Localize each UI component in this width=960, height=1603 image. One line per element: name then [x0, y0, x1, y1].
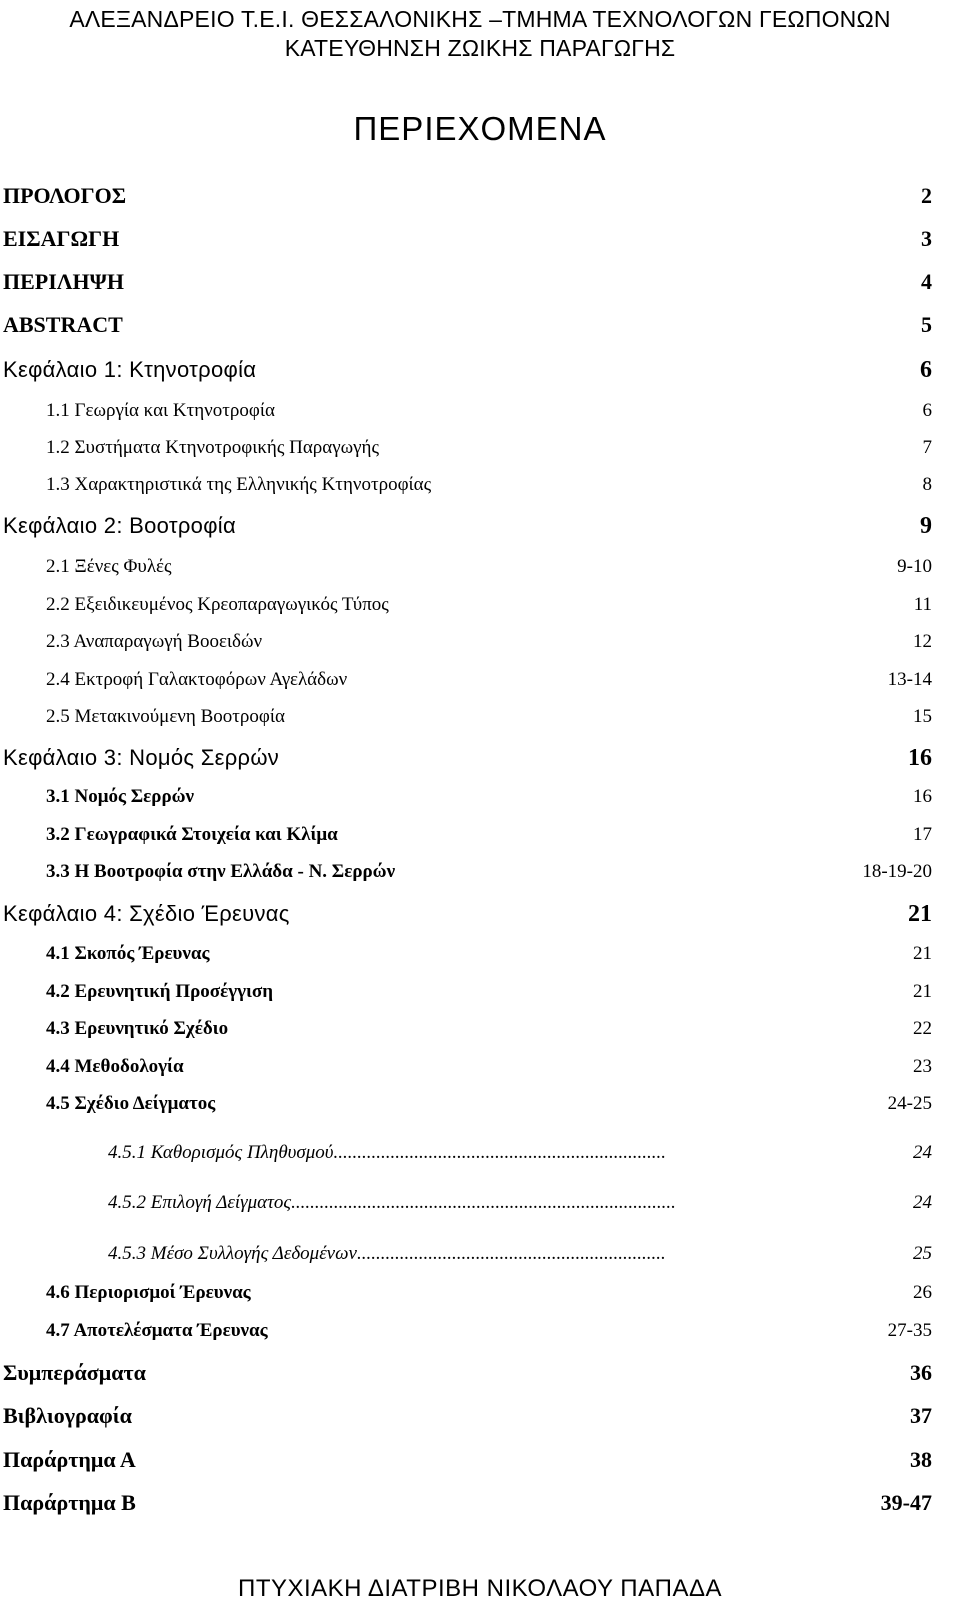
- toc-subsubentry-label: 4.5.3 Μέσο Συλλογής Δεδομένων.................................................................: [108, 1243, 666, 1264]
- toc-subentry-label: 4.1 Σκοπός Έρευνας: [46, 943, 210, 964]
- toc-entry-page: 37: [910, 1403, 932, 1428]
- toc-subentry-page: 17: [913, 824, 932, 845]
- toc-subentry-label: 4.7 Αποτελέσματα Έρευνας: [46, 1320, 268, 1341]
- footer-author: ΠΤΥΧΙΑΚΗ ΔΙΑΤΡΙΒΗ ΝΙΚΟΛΑΟΥ ΠΑΠΑΔΑ: [237, 1575, 723, 1602]
- toc-subentry-page: 9-10: [897, 556, 932, 577]
- toc-subentry-page: 6: [922, 400, 932, 421]
- toc-subsubentry-page: 24: [913, 1192, 932, 1213]
- toc-title: ΠΕΡΙΕΧΟΜΕΝΑ: [353, 110, 607, 147]
- toc-subentry-page: 21: [913, 943, 932, 964]
- header-department: ΚΑΤΕΥΘΗΝΣΗ ΖΩΙΚΗΣ ΠΑΡΑΓΩΓΗΣ: [284, 35, 676, 61]
- toc-entry-page: 36: [910, 1360, 932, 1385]
- toc-chapter-label: Κεφάλαιο 1: Κτηνοτροφία: [3, 357, 257, 382]
- toc-entry-label: Παράρτημα Α: [3, 1447, 136, 1472]
- toc-entry-page: 38: [910, 1447, 932, 1472]
- toc-subsubentry-label: 4.5.1 Καθορισμός Πληθυσμού......................................................................: [108, 1142, 667, 1163]
- toc-subentry-label: 2.3 Αναπαραγωγή Βοοειδών: [46, 631, 263, 652]
- toc-entry-page: 5: [921, 312, 932, 337]
- toc-entry-page: 3: [921, 226, 932, 251]
- toc-entry-label: ΠΡΟΛΟΓΟΣ: [3, 183, 127, 208]
- toc-subentry-page: 7: [922, 437, 932, 458]
- toc-subentry-label: 1.1 Γεωργία και Κτηνοτροφία: [46, 400, 275, 421]
- toc-subentry-label: 1.3 Χαρακτηριστικά της Ελληνικής Κτηνοτροφίας: [46, 474, 432, 495]
- toc-subentry-label: 4.4 Μεθοδολογία: [46, 1056, 184, 1077]
- toc-subentry-page: 22: [913, 1018, 932, 1039]
- toc-subsubentry-label: 4.5.2 Επιλογή Δείγματος.................................................................................: [108, 1192, 676, 1213]
- header-institution: ΑΛΕΞΑΝΔΡΕΙΟ Τ.Ε.Ι. ΘΕΣΣΑΛΟΝΙΚΗΣ –ΤΜΗΜΑ ΤΕΧΝΟΛΟΓΩΝ ΓΕΩΠΟΝΩΝ: [69, 6, 891, 32]
- toc-chapter-label: Κεφάλαιο 3: Νομός Σερρών: [3, 745, 280, 770]
- toc-entry-label: Βιβλιογραφία: [3, 1403, 132, 1428]
- toc-subentry-page: 23: [913, 1056, 932, 1077]
- toc-subentry-page: 21: [913, 981, 932, 1002]
- toc-subentry-label: 1.2 Συστήματα Κτηνοτροφικής Παραγωγής: [46, 437, 379, 458]
- toc-subentry-label: 4.5 Σχέδιο Δείγματος: [46, 1093, 216, 1114]
- toc-subentry-label: 4.2 Ερευνητική Προσέγγιση: [46, 981, 274, 1002]
- toc-subentry-page: 26: [913, 1282, 932, 1303]
- toc-subentry-label: 4.3 Ερευνητικό Σχέδιο: [46, 1018, 229, 1039]
- toc-chapter-label: Κεφάλαιο 2: Βοοτροφία: [3, 513, 236, 538]
- toc-chapter-page: 9: [920, 513, 932, 539]
- toc-subentry-label: 3.2 Γεωγραφικά Στοιχεία και Κλίμα: [46, 824, 338, 845]
- toc-subentry-label: 2.1 Ξένες Φυλές: [46, 556, 172, 577]
- toc-entry-label: Συμπεράσματα: [3, 1360, 146, 1385]
- toc-chapter-page: 6: [920, 357, 932, 383]
- toc-subentry-label: 3.1 Νομός Σερρών: [46, 786, 195, 807]
- toc-entry-label: ABSTRACT: [3, 312, 123, 337]
- toc-entry-page: 2: [921, 183, 932, 208]
- toc-subentry-label: 3.3 Η Βοοτροφία στην Ελλάδα - Ν. Σερρών: [46, 861, 396, 882]
- toc-entry-page: 4: [921, 269, 932, 294]
- toc-subsubentry-page: 24: [913, 1142, 932, 1163]
- toc-subentry-label: 2.4 Εκτροφή Γαλακτοφόρων Αγελάδων: [46, 669, 348, 690]
- toc-subentry-label: 2.5 Μετακινούμενη Βοοτροφία: [46, 706, 285, 727]
- toc-entry-label: Παράρτημα Β: [3, 1490, 136, 1515]
- toc-subentry-page: 12: [913, 631, 932, 652]
- toc-chapter-page: 16: [908, 745, 932, 771]
- toc-subentry-page: 15: [913, 706, 932, 727]
- toc-subentry-label: 2.2 Εξειδικευμένος Κρεοπαραγωγικός Τύπος: [46, 594, 389, 615]
- toc-subentry-label: 4.6 Περιορισμοί Έρευνας: [46, 1282, 251, 1303]
- toc-subentry-page: 18-19-20: [862, 861, 932, 882]
- toc-entry-label: ΕΙΣΑΓΩΓΗ: [3, 226, 120, 251]
- toc-chapter-page: 21: [908, 901, 932, 927]
- toc-entry-label: ΠΕΡΙΛΗΨΗ: [3, 269, 124, 294]
- toc-subentry-page: 27-35: [887, 1320, 932, 1341]
- toc-subentry-page: 13-14: [887, 669, 932, 690]
- toc-subentry-page: 24-25: [887, 1093, 932, 1114]
- toc-chapter-label: Κεφάλαιο 4: Σχέδιο Έρευνας: [3, 901, 290, 926]
- toc-subentry-page: 11: [913, 594, 932, 615]
- toc-entry-page: 39-47: [880, 1490, 932, 1515]
- toc-subsubentry-page: 25: [913, 1243, 932, 1264]
- toc-subentry-page: 16: [913, 786, 932, 807]
- toc-subentry-page: 8: [922, 474, 932, 495]
